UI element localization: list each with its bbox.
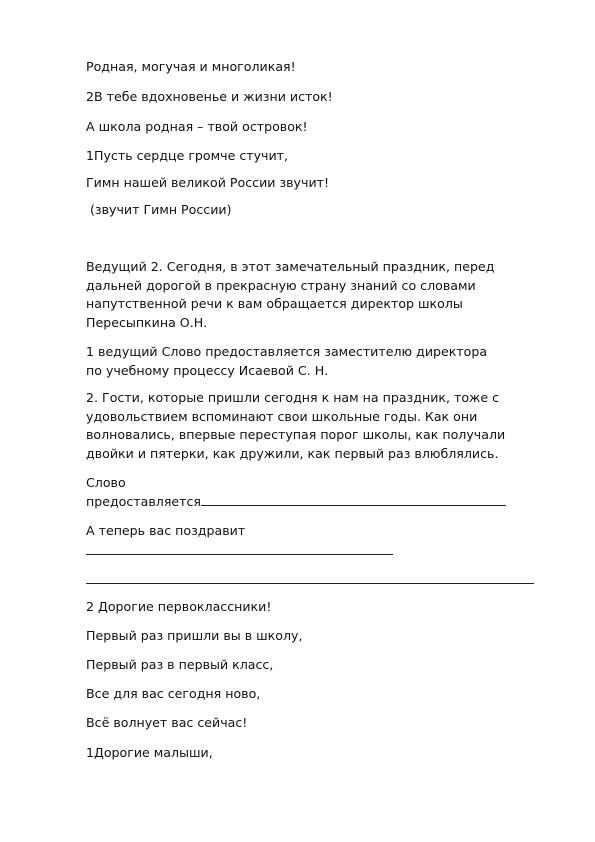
poem-line: Всё волнует вас сейчас! [86,715,248,730]
paragraph-line: 2. Гости, которые пришли сегодня к нам на праздник, тоже с [86,390,500,405]
anthem-line: Гимн нашей великой России звучит! [86,175,330,190]
word-given-text: предоставляется [86,494,201,509]
anthem-line: 2В тебе вдохновенье и жизни исток! [86,89,333,104]
blank-line [86,583,534,584]
paragraph-line: напутственной речи к вам обращается директор школы [86,296,463,312]
poem-line: 1Дорогие малыши, [86,745,213,760]
congratulate-label: А теперь вас поздравит [86,523,246,538]
paragraph-line: 1 ведущий Слово предоставляется заместителю директора [86,344,488,359]
stage-direction: (звучит Гимн России) [86,202,232,217]
paragraph-line: удовольствием вспоминают свои школьные годы. Как они [86,408,478,424]
paragraph-line: дальней дорогой в прекрасную страну знаний со словами [86,277,476,293]
anthem-line: 1Пусть сердце громче стучит, [86,148,289,163]
poem-line: Первый раз в первый класс, [86,657,274,672]
anthem-line: Родная, могучая и многоликая! [86,59,296,74]
paragraph-line: двойки и пятерки, как дружили, как первый раз влюблялись. [86,445,499,461]
word-given-label: Слово [86,475,126,490]
poem-line: Все для вас сегодня ново, [86,686,261,701]
host1-paragraph [86,343,487,380]
blank-line [201,494,506,506]
poem-line: 2 Дорогие первоклассники! [86,599,272,614]
anthem-line: А школа родная – твой островок! [86,119,308,134]
blank-line [86,554,393,555]
host2-paragraph [86,258,494,332]
paragraph-line: Пересыпкина О.Н. [86,314,208,330]
word-given-line [86,493,506,510]
guests-paragraph [86,389,505,463]
paragraph-line: Ведущий 2. Сегодня, в этот замечательный праздник, перед [86,259,495,274]
poem-line: Первый раз пришли вы в школу, [86,628,303,643]
paragraph-line: волновались, впервые переступая порог школы, как получали [86,427,506,443]
paragraph-line: по учебному процессу Исаевой С. Н. [86,362,329,378]
